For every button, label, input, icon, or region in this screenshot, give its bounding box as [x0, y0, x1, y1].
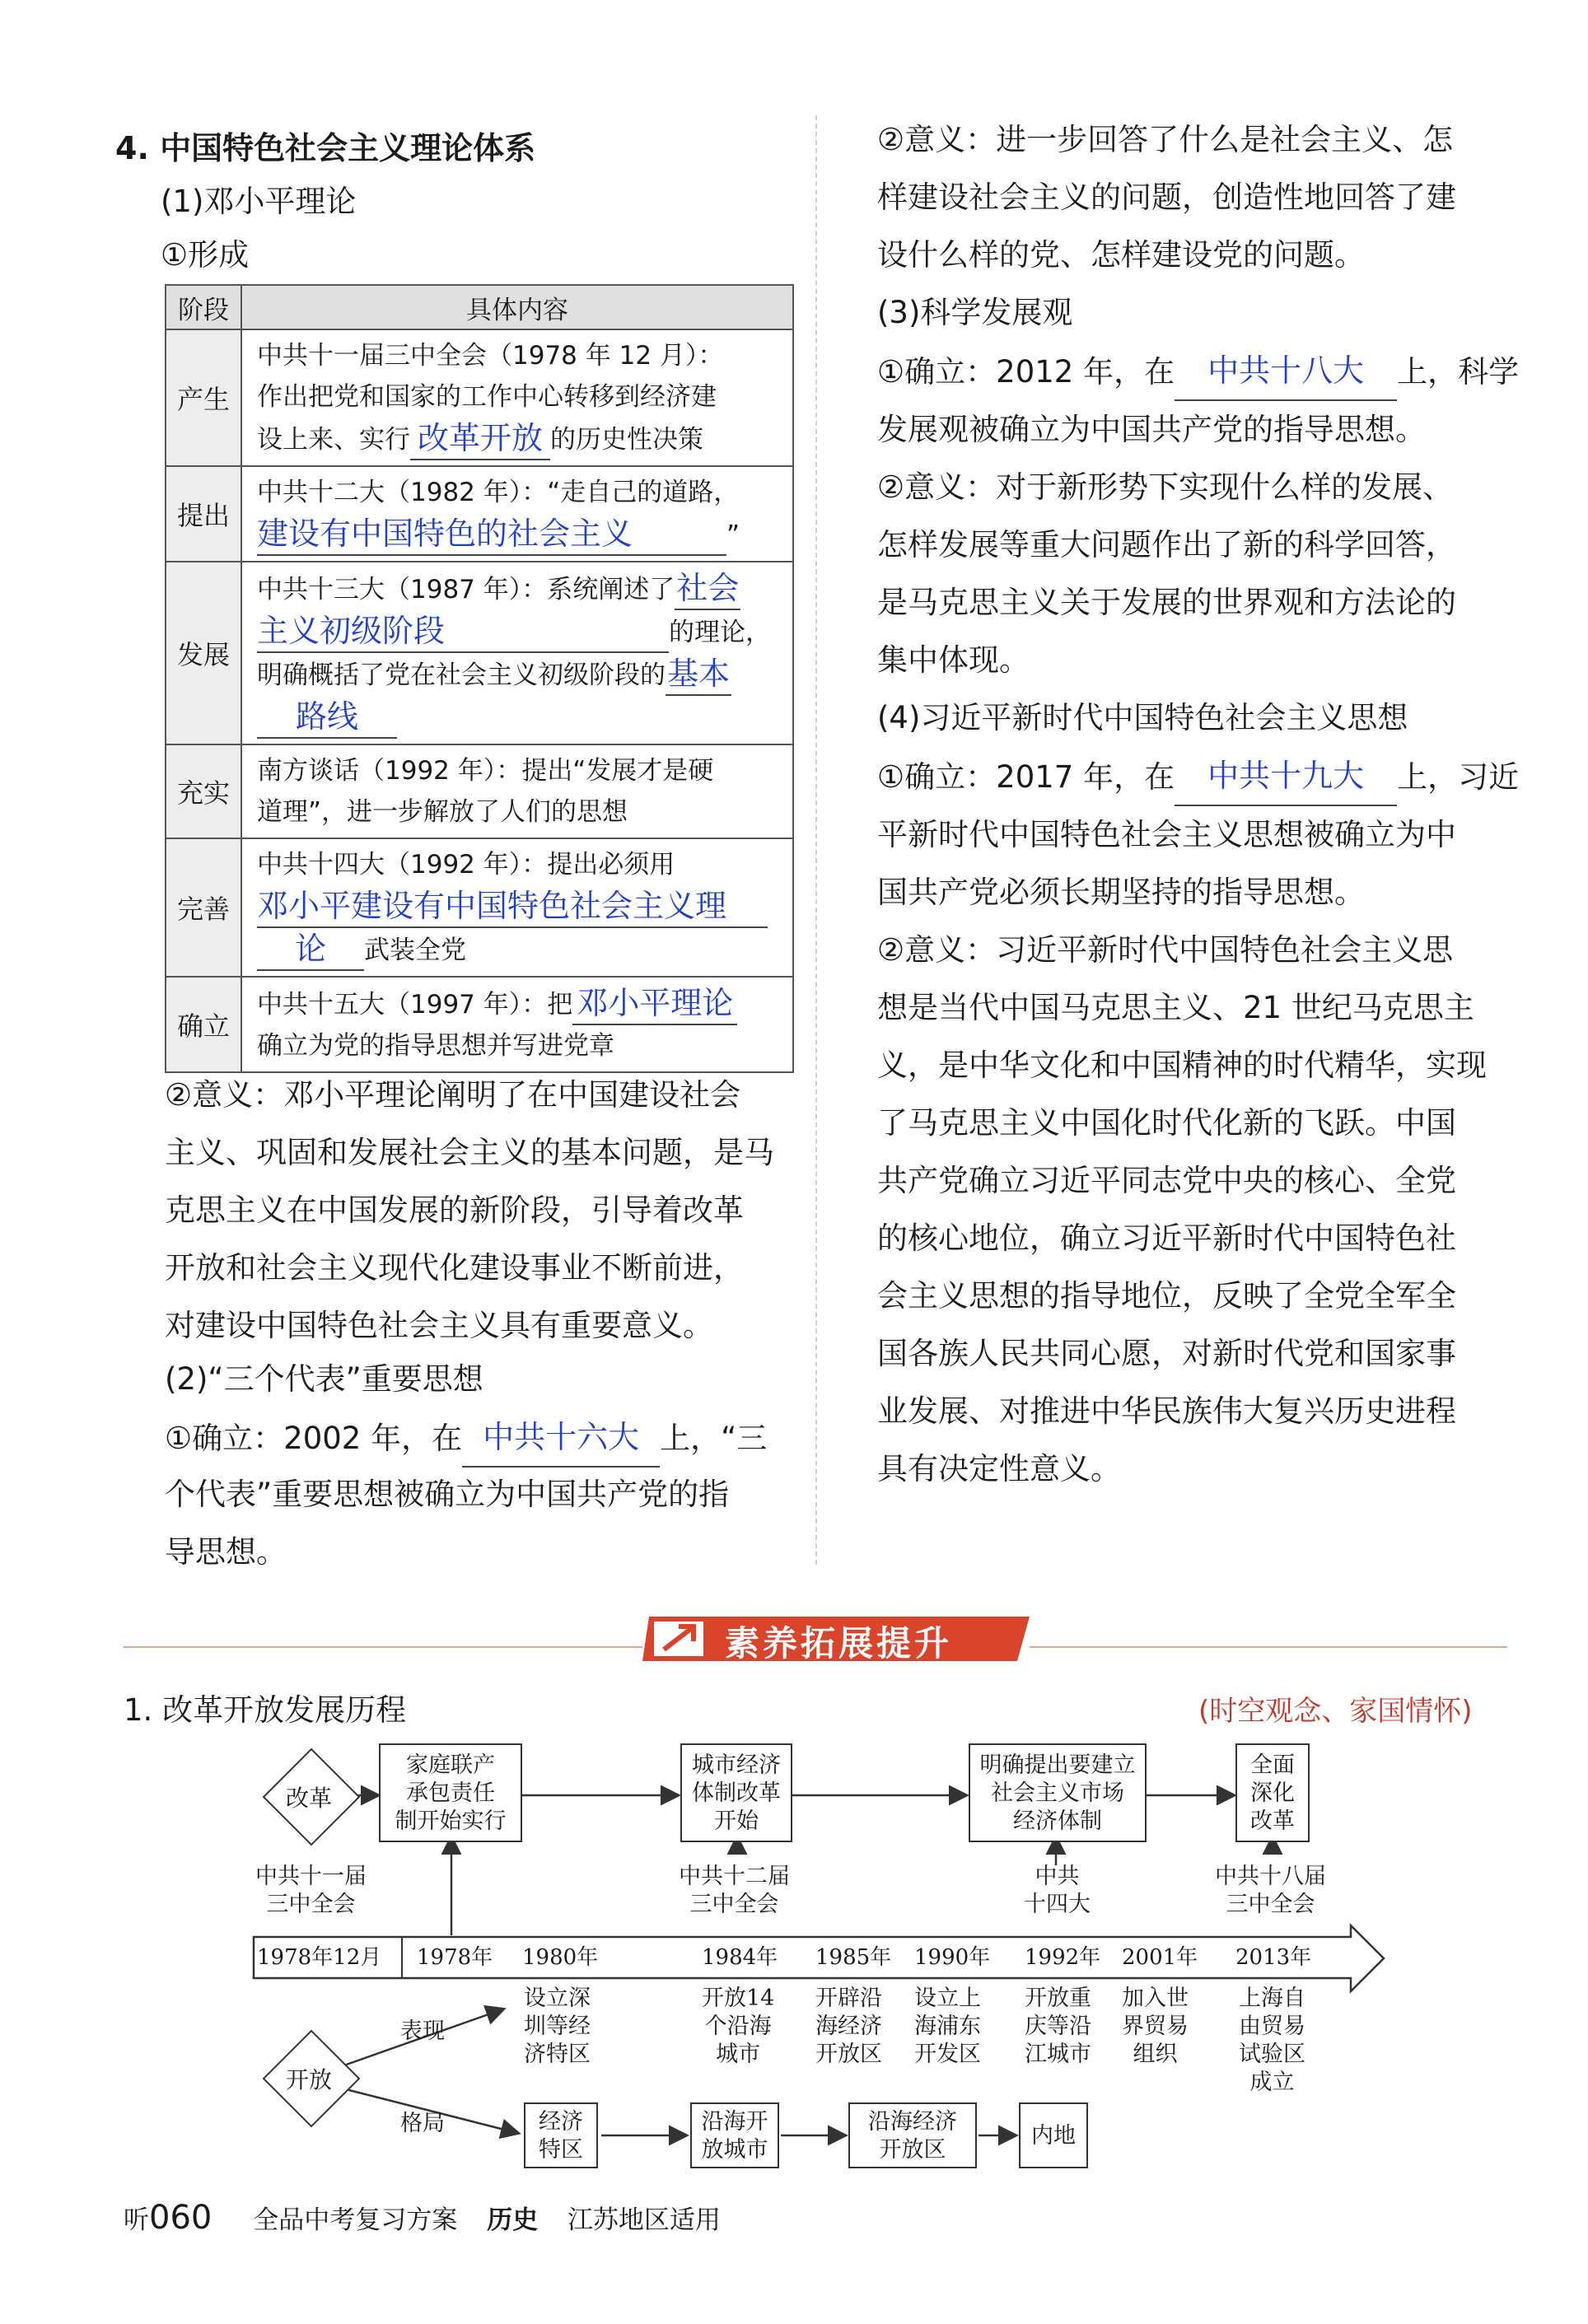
item-line: 由贸易	[1239, 2014, 1305, 2039]
row-text: ”	[726, 520, 740, 550]
box-line: 制开始实行	[395, 1808, 507, 1834]
box-line: 全面	[1250, 1752, 1295, 1778]
row-text: 南方谈话（1992 年）：提出“发展才是硬	[257, 756, 714, 786]
meeting-label	[255, 1863, 367, 1919]
paragraph-line: 开放和社会主义现代化建设事业不断前进，	[165, 1250, 744, 1286]
box-line: 社会主义市场	[991, 1780, 1124, 1806]
subsection-title: (3)科学发展观	[877, 295, 1073, 330]
box-line: 内地	[1031, 2123, 1076, 2149]
item-line: 个沿海	[704, 2014, 772, 2039]
handwritten-answer: 中共十六大	[462, 1408, 660, 1468]
year-label: 1990年	[914, 1945, 991, 1970]
box-line: 改革	[1250, 1808, 1295, 1834]
meeting-label	[1024, 1863, 1091, 1919]
header-content: 具体内容	[241, 285, 793, 329]
box-line: 特区	[539, 2137, 583, 2163]
footer	[124, 2199, 721, 2237]
box-line: 经济体制	[1013, 1808, 1102, 1834]
year-label: 1984年	[702, 1945, 778, 1970]
stage-cell: 完善	[166, 838, 241, 977]
item-line: 组织	[1133, 2042, 1178, 2067]
paragraph-line: 是马克思主义关于发展的世界观和方法论的	[877, 585, 1456, 620]
handwritten-answer: 建设有中国特色的社会主义	[257, 513, 726, 556]
stage-cell: 提出	[166, 466, 241, 562]
pattern-box	[524, 2102, 598, 2168]
box-line: 开放区	[879, 2137, 946, 2163]
row-text: 明确概括了党在社会主义初级阶段的	[257, 660, 666, 690]
paragraph-line: ②意义：习近平新时代中国特色社会主义思	[877, 932, 1454, 968]
row-text: 中共十五大（1997 年）：把	[257, 990, 573, 1020]
meeting-line: 十四大	[1024, 1892, 1091, 1917]
item-line: 海浦东	[914, 2014, 981, 2039]
handwritten-answer: 改革开放	[410, 418, 550, 460]
item-line: 庆等沿	[1025, 2014, 1091, 2039]
item-line: 圳等经	[524, 2014, 591, 2039]
pattern-box	[848, 2102, 977, 2168]
row-text: 中共十二大（1982 年）：“走自己的道路，	[257, 478, 740, 507]
year-label: 1978年12月	[257, 1945, 382, 1970]
year-label: 1992年	[1025, 1945, 1101, 1970]
row-text: 确立为党的指导思想并写进党章	[257, 1031, 614, 1061]
row-text: 中共十三大（1987 年）：系统阐述了	[257, 575, 675, 604]
text: 上，科学	[1397, 354, 1520, 390]
box-line: 体制改革	[692, 1780, 781, 1806]
header-stage: 阶段	[166, 285, 241, 329]
paragraph-line: 个代表”重要思想被确立为中国共产党的指	[165, 1477, 730, 1512]
item-line: 开放重	[1025, 1986, 1091, 2011]
box-line: 放城市	[701, 2137, 768, 2163]
subsection-title: (2)“三个代表”重要思想	[165, 1361, 483, 1397]
paragraph-line: ②意义：邓小平理论阐明了在中国建设社会	[165, 1077, 741, 1113]
paragraph-line: 会主义思想的指导地位，反映了全党全军全	[877, 1278, 1456, 1314]
book-title: 全品中考复习方案	[253, 2205, 458, 2235]
subsection-title: (1)邓小平理论	[161, 184, 357, 219]
paragraph-line: 导思想。	[165, 1534, 287, 1570]
stage-cell: 确立	[166, 977, 241, 1072]
row-text: 中共十一届三中全会（1978 年 12 月）：	[257, 341, 724, 371]
text: 上，习近	[1397, 759, 1520, 795]
paragraph-line: 共产党确立习近平同志党中央的核心、全党	[877, 1163, 1456, 1198]
text: 上，“三	[660, 1421, 768, 1456]
paragraph-line: 设什么样的党、怎样建设党的问题。	[877, 237, 1365, 273]
box-line: 沿海经济	[868, 2109, 957, 2135]
meeting-label	[1215, 1863, 1326, 1919]
paragraph-line: ②意义：进一步回答了什么是社会主义、怎	[877, 122, 1454, 157]
handwritten-answer: 邓小平建设有中国特色社会主义理	[257, 885, 768, 928]
reform-box	[969, 1743, 1147, 1842]
handwritten-answer: 中共十八大	[1175, 342, 1397, 401]
paragraph-line: 对建设中国特色社会主义具有重要意义。	[165, 1308, 713, 1343]
text: ①确立：2017 年，在	[877, 759, 1175, 795]
handwritten-answer: 邓小平理论	[572, 982, 737, 1025]
handwritten-answer: 路线	[257, 696, 397, 739]
section-heading: 4. 中国特色社会主义理论体系	[115, 130, 536, 166]
meeting-line: 三中全会	[1226, 1892, 1315, 1917]
item-line: 城市	[716, 2042, 761, 2067]
subsection-title: (4)习近平新时代中国特色社会主义思想	[877, 700, 1408, 735]
box-line: 开始	[714, 1808, 759, 1834]
year-label: 1980年	[522, 1945, 599, 1970]
item-line: 试验区	[1239, 2042, 1305, 2067]
reform-box	[680, 1743, 792, 1842]
page-number: 060	[149, 2199, 213, 2237]
meeting-line: 中共	[1035, 1864, 1080, 1889]
row-text: 武装全党	[364, 936, 466, 965]
handwritten-answer: 社会	[675, 567, 740, 610]
item-line: 开放区	[815, 2042, 882, 2067]
item-line: 成立	[1249, 2070, 1295, 2095]
box-line: 家庭联产	[406, 1752, 495, 1778]
meeting-label	[679, 1863, 790, 1919]
year-label: 1978年	[417, 1945, 493, 1970]
item-line: 开辟沿	[815, 1986, 882, 2011]
row-text: 中共十四大（1992 年）：提出必须用	[257, 850, 675, 880]
reform-box	[1235, 1743, 1310, 1842]
paragraph-line: 了马克思主义中国化时代化新的飞跃。中国	[877, 1105, 1456, 1141]
item-line: 江城市	[1025, 2042, 1091, 2067]
row-text: 的理论，	[669, 618, 771, 647]
reform-label: 改革	[286, 1785, 333, 1812]
branch-label: 格局	[400, 2111, 445, 2136]
branch-label: 表现	[400, 2018, 445, 2044]
pattern-box	[1019, 2102, 1088, 2168]
paragraph-line: 克思主义在中国发展的新阶段，引导着改革	[165, 1192, 744, 1228]
open-item	[702, 1985, 774, 2069]
item-line: 加入世	[1122, 1986, 1189, 2011]
meeting-line: 中共十一届	[255, 1864, 367, 1889]
paragraph-line: 国各族人民共同心愿，对新时代党和国家事	[877, 1336, 1456, 1371]
formation-label: ①形成	[161, 237, 250, 273]
paragraph-line: 集中体现。	[877, 642, 1030, 678]
open-item	[1239, 1985, 1305, 2097]
paragraph-line: 平新时代中国特色社会主义思想被确立为中	[877, 817, 1456, 852]
paragraph-line: 样建设社会主义的问题，创造性地回答了建	[877, 180, 1456, 215]
open-item	[1025, 1985, 1091, 2069]
handwritten-answer: 基本	[666, 653, 731, 696]
paragraph-line: 具有决定性意义。	[877, 1451, 1121, 1486]
item-line: 设立深	[524, 1986, 591, 2011]
region: 江苏地区适用	[567, 2205, 721, 2235]
page-prefix: 听	[124, 2205, 149, 2235]
row-text: 作出把党和国家的工作中心转移到经济建	[257, 382, 717, 412]
box-line: 明确提出要建立	[979, 1752, 1136, 1778]
pattern-box	[690, 2102, 779, 2168]
box-line: 沿海开	[701, 2109, 768, 2135]
handwritten-answer: 中共十九大	[1175, 747, 1397, 806]
row-text: 道理”，进一步解放了人们的思想	[257, 797, 628, 827]
paragraph-line: 业发展、对推进中华民族伟大复兴历史进程	[877, 1393, 1456, 1429]
box-line: 承包责任	[406, 1780, 495, 1806]
year-label: 1985年	[815, 1945, 892, 1970]
paragraph-line: 主义、巩固和发展社会主义的基本问题，是马	[165, 1135, 774, 1170]
item-line: 开放14	[702, 1986, 775, 2011]
paragraph-line: 国共产党必须长期坚持的指导思想。	[877, 875, 1365, 910]
text: ①确立：2012 年，在	[877, 354, 1175, 390]
meeting-line: 三中全会	[689, 1892, 779, 1917]
box-line: 城市经济	[692, 1752, 781, 1778]
section-tag: (时空观念、家国情怀)	[1198, 1695, 1473, 1728]
paragraph-line: 想是当代中国马克思主义、21 世纪马克思主	[877, 990, 1474, 1025]
reform-box	[379, 1743, 522, 1842]
meeting-line: 三中全会	[266, 1892, 356, 1917]
meeting-line: 中共十二届	[679, 1864, 790, 1889]
paragraph-line: 怎样发展等重大问题作出了新的科学回答，	[877, 527, 1456, 562]
subject: 历史	[487, 2205, 539, 2235]
stage-cell: 充实	[166, 744, 241, 838]
item-line: 上海自	[1239, 1986, 1305, 2011]
row-text: 的历史性决策	[550, 425, 703, 455]
handwritten-answer: 论	[257, 928, 364, 971]
section-title: 1. 改革开放发展历程	[124, 1692, 407, 1728]
item-line: 界贸易	[1122, 2014, 1189, 2039]
item-line: 济特区	[524, 2042, 591, 2067]
paragraph-line: 义，是中华文化和中国精神的时代精华，实现	[877, 1048, 1487, 1083]
text: ①确立：2002 年，在	[165, 1421, 463, 1456]
stage-cell: 产生	[166, 329, 241, 466]
box-line: 经济	[539, 2109, 583, 2135]
stage-cell: 发展	[166, 562, 241, 744]
item-line: 海经济	[815, 2014, 882, 2039]
year-label: 2013年	[1235, 1945, 1312, 1970]
handwritten-answer: 主义初级阶段	[257, 610, 669, 653]
open-item	[815, 1985, 882, 2069]
meeting-line: 中共十八届	[1215, 1864, 1326, 1889]
item-line: 开发区	[914, 2042, 981, 2067]
item-line: 设立上	[914, 1986, 981, 2011]
paragraph-line: 发展观被确立为中国共产党的指导思想。	[877, 412, 1426, 447]
banner-title: 素养拓展提升	[725, 1623, 953, 1664]
open-item	[1122, 1985, 1189, 2069]
open-label: 开放	[286, 2066, 333, 2093]
paragraph-line: 的核心地位，确立习近平新时代中国特色社	[877, 1220, 1456, 1256]
paragraph-line: ②意义：对于新形势下实现什么样的发展、	[877, 469, 1454, 505]
open-item	[914, 1985, 981, 2069]
year-label: 2001年	[1122, 1945, 1198, 1970]
row-text: 设上来、实行	[257, 425, 410, 455]
box-line: 深化	[1250, 1780, 1295, 1806]
open-item	[524, 1985, 591, 2069]
